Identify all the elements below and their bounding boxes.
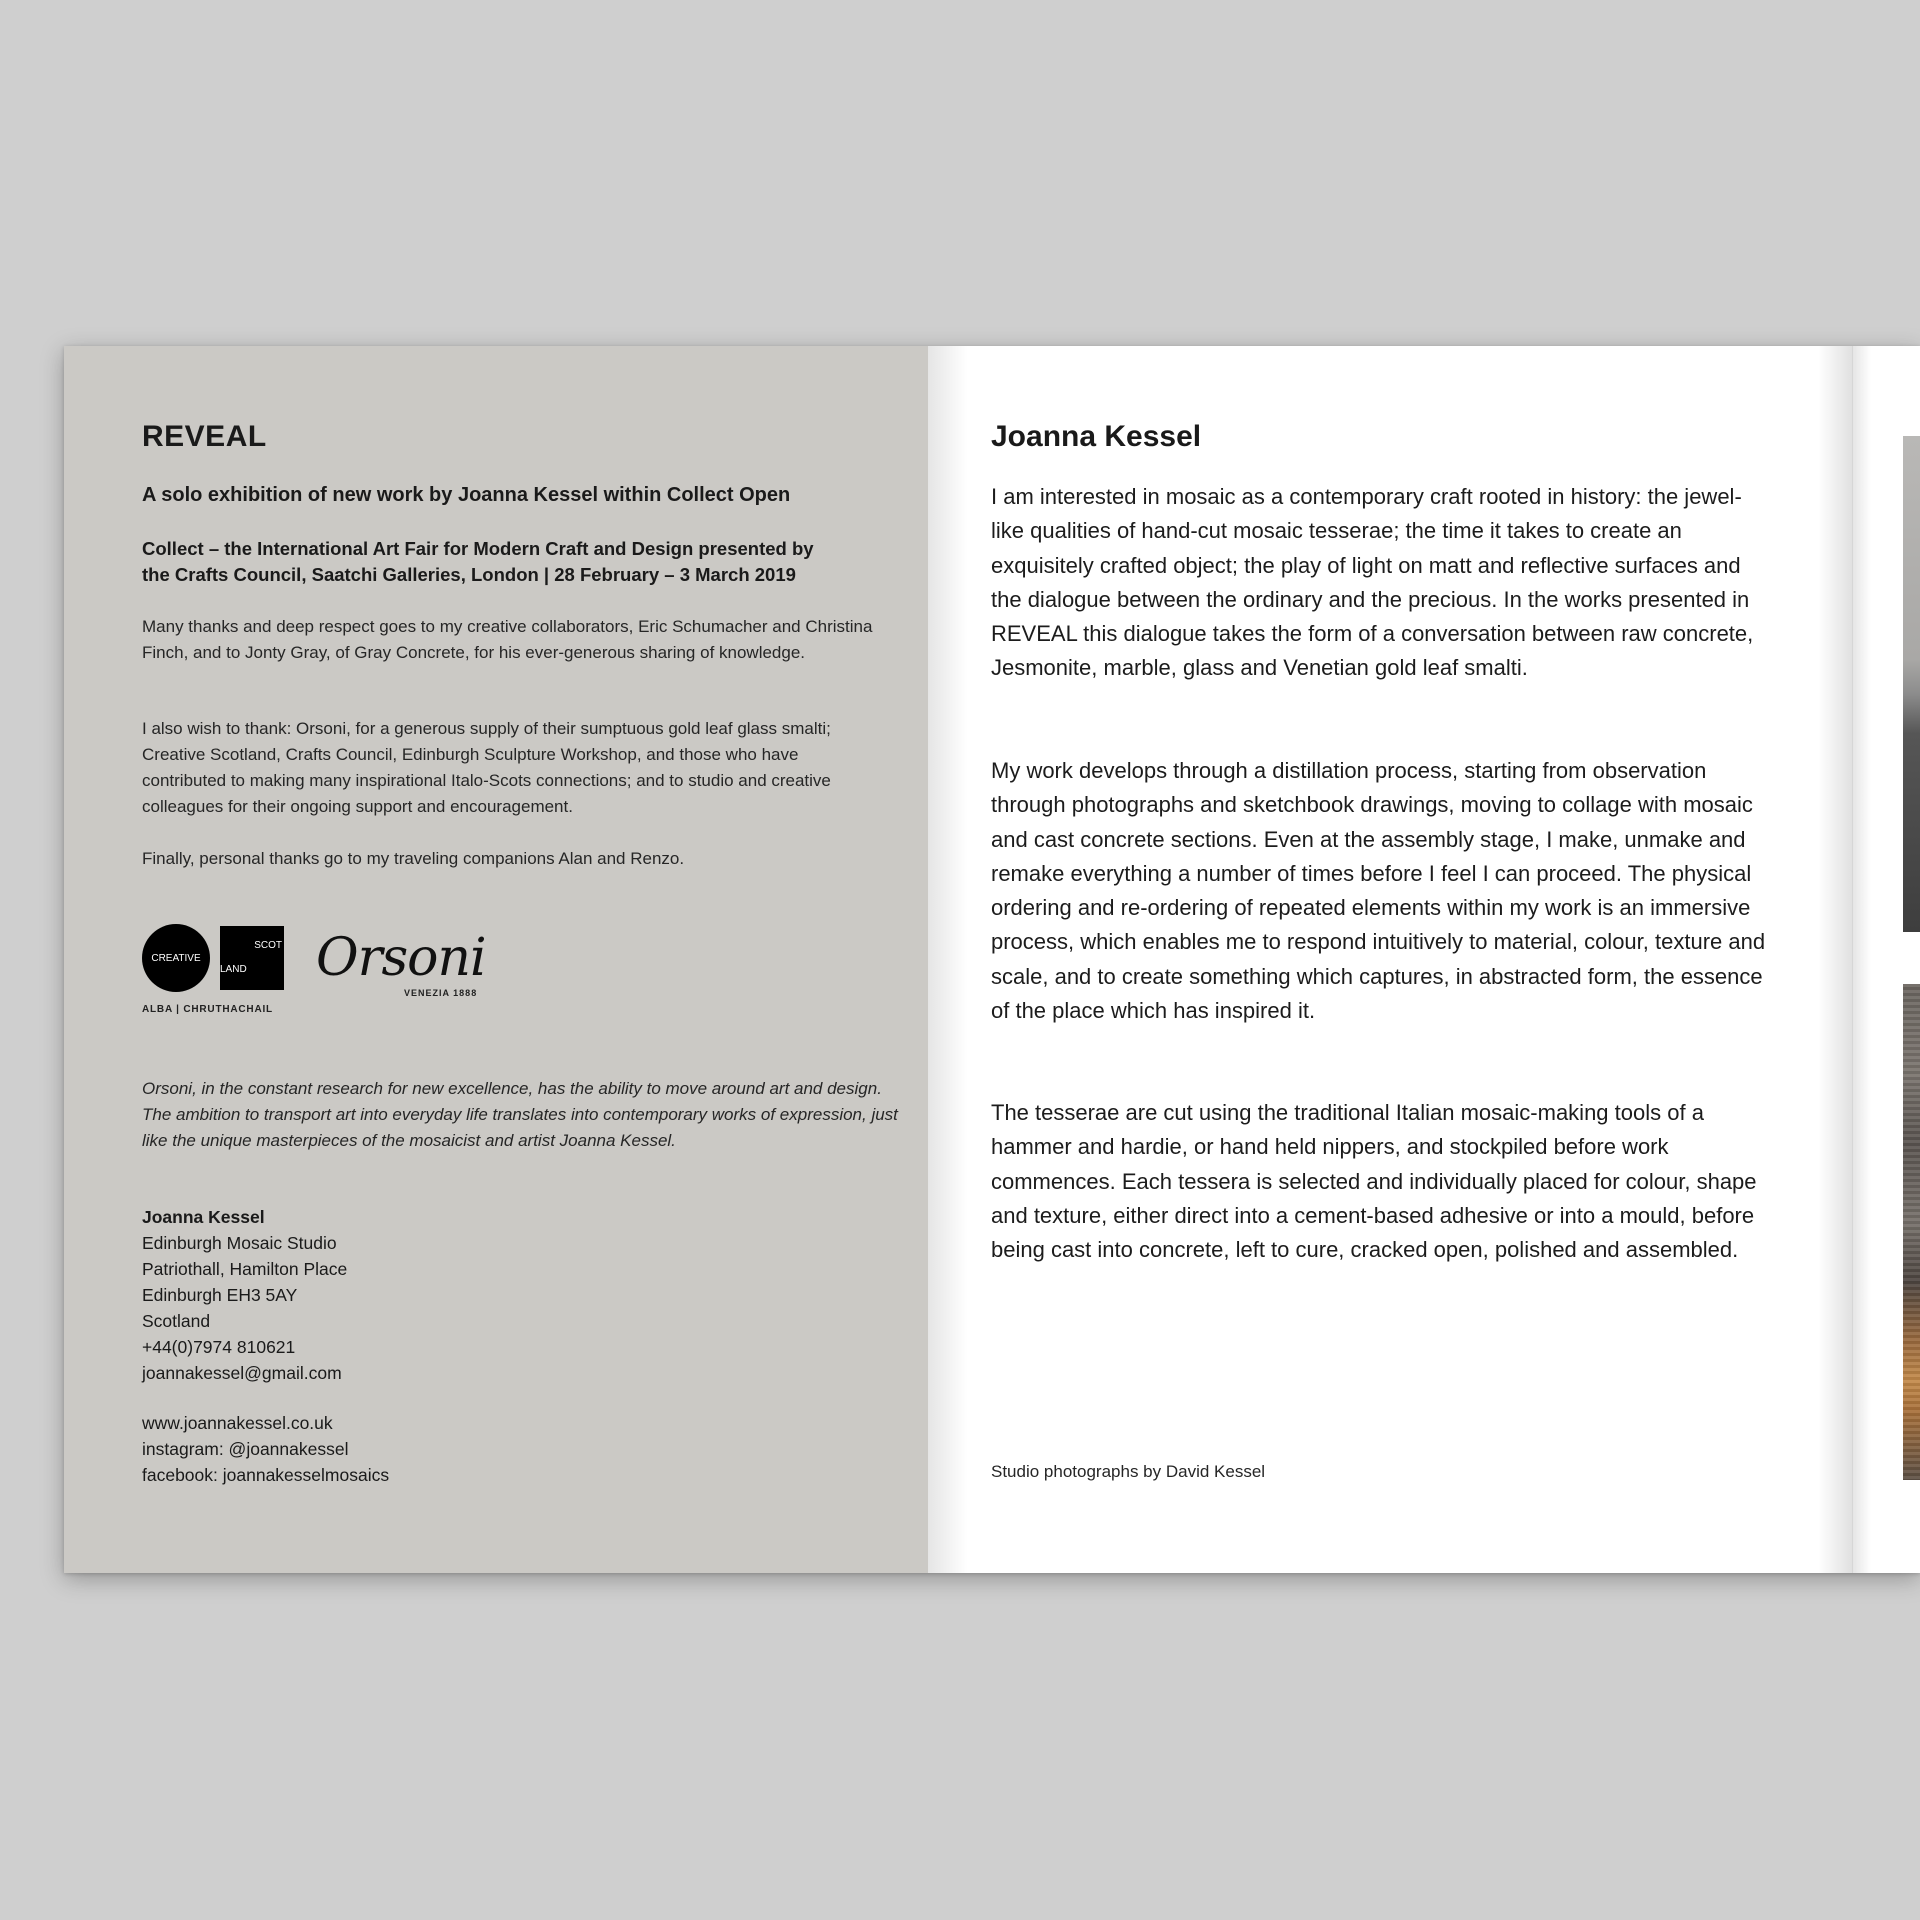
collect-description	[142, 536, 882, 588]
contact-email: joannakessel@gmail.com	[142, 1363, 342, 1383]
exhibition-title: REVEAL	[142, 420, 267, 453]
collect-line-2: the Crafts Council, Saatchi Galleries, London | 28 February – 3 March 2019	[142, 564, 796, 585]
artist-statement-paragraph-3: The tesserae are cut using the traditional Italian mosaic-making tools of a hammer and hardie, or hand held nippers, and stockpiled before work commences. Each tessera is selected and individually placed for colour, shape and texture, either direct into a cement-based adhesive or into a mould, before being cast into concrete, left to cure, cracked open, polished and assembled.	[991, 1100, 1757, 1263]
orsoni-logo-subline: VENEZIA 1888	[404, 988, 478, 998]
left-page	[64, 346, 928, 1573]
next-page-edge	[1852, 346, 1920, 1573]
collect-line-1: Collect – the International Art Fair for Modern Craft and Design presented by	[142, 538, 814, 559]
contact-country: Scotland	[142, 1311, 211, 1331]
thanks-paragraph-1: Many thanks and deep respect goes to my creative collaborators, Eric Schumacher and Christina Finch, and to Jonty Gray, of Gray Concrete, for his ever-generous sharing of knowledge.	[142, 617, 873, 662]
exhibition-subtitle: A solo exhibition of new work by Joanna Kessel within Collect Open	[142, 484, 791, 506]
creative-scotland-square-bottom: LAND	[220, 964, 247, 975]
thanks-paragraph-2: I also wish to thank: Orsoni, for a generous supply of their sumptuous gold leaf glass smalti; Creative Scotland, Crafts Council, Edinburgh Sculpture Workshop, and those who have contributed to making many inspirational Italo-Scots connections; and to studio and creative colleagues for their ongoing support and encouragement.	[142, 719, 831, 816]
concrete-photo	[1903, 436, 1920, 932]
contact-phone: +44(0)7974 810621	[142, 1337, 296, 1357]
contact-name: Joanna Kessel	[142, 1207, 265, 1227]
website-link: www.joannakessel.co.uk	[142, 1413, 333, 1433]
creative-scotland-subline: ALBA | CHRUTHACHAIL	[142, 1004, 273, 1015]
facebook-handle: facebook: joannakesselmosaics	[142, 1465, 390, 1485]
instagram-handle: instagram: @joannakessel	[142, 1439, 349, 1459]
creative-scotland-logo-square	[220, 926, 284, 990]
contact-studio: Edinburgh Mosaic Studio	[142, 1233, 337, 1253]
artist-statement-paragraph-2: My work develops through a distillation process, starting from observation through photographs and sketchbook drawings, moving to collage with mosaic and cast concrete sections. Even at the assembly stage, I make, unmake and remake everything a number of times before I feel I can proceed. The physical ordering and re-ordering of repeated elements within my work is an immersive process, which enables me to respond intuitively to material, colour, texture and scale, and to create something which captures, in abstracted form, the essence of the place which has inspired it.	[991, 758, 1766, 1024]
orsoni-statement: Orsoni, in the constant research for new excellence, has the ability to move around art and design. The ambition to transport art into everyday life translates into contemporary works of expression, just like the unique masterpieces of the mosaicist and artist Joanna Kessel.	[142, 1079, 898, 1150]
contact-block	[142, 1204, 642, 1386]
contact-address-1: Patriothall, Hamilton Place	[142, 1259, 348, 1279]
wood-photo	[1903, 984, 1920, 1480]
photo-credit: Studio photographs by David Kessel	[991, 1462, 1266, 1481]
creative-scotland-circle-text: CREATIVE	[151, 952, 201, 964]
thanks-paragraph-3: Finally, personal thanks go to my traveling companions Alan and Renzo.	[142, 849, 685, 868]
artist-statement-paragraph-1: I am interested in mosaic as a contemporary craft rooted in history: the jewel-like qualities of hand-cut mosaic tesserae; the time it takes to create an exquisitely crafted object; the play of light on matt and reflective surfaces and the dialogue between the ordinary and the precious. In the works presented in REVEAL this dialogue takes the form of a conversation between raw concrete, Jesmonite, marble, glass and Venetian gold leaf smalti.	[991, 484, 1754, 681]
web-links	[142, 1410, 642, 1488]
orsoni-logo: Orsoni	[316, 928, 486, 988]
artist-name-heading: Joanna Kessel	[991, 420, 1202, 453]
creative-scotland-square-top: SCOT	[254, 940, 282, 951]
creative-scotland-logo-circle	[142, 924, 210, 992]
brochure-spread	[64, 346, 1920, 1573]
contact-address-2: Edinburgh EH3 5AY	[142, 1285, 298, 1305]
